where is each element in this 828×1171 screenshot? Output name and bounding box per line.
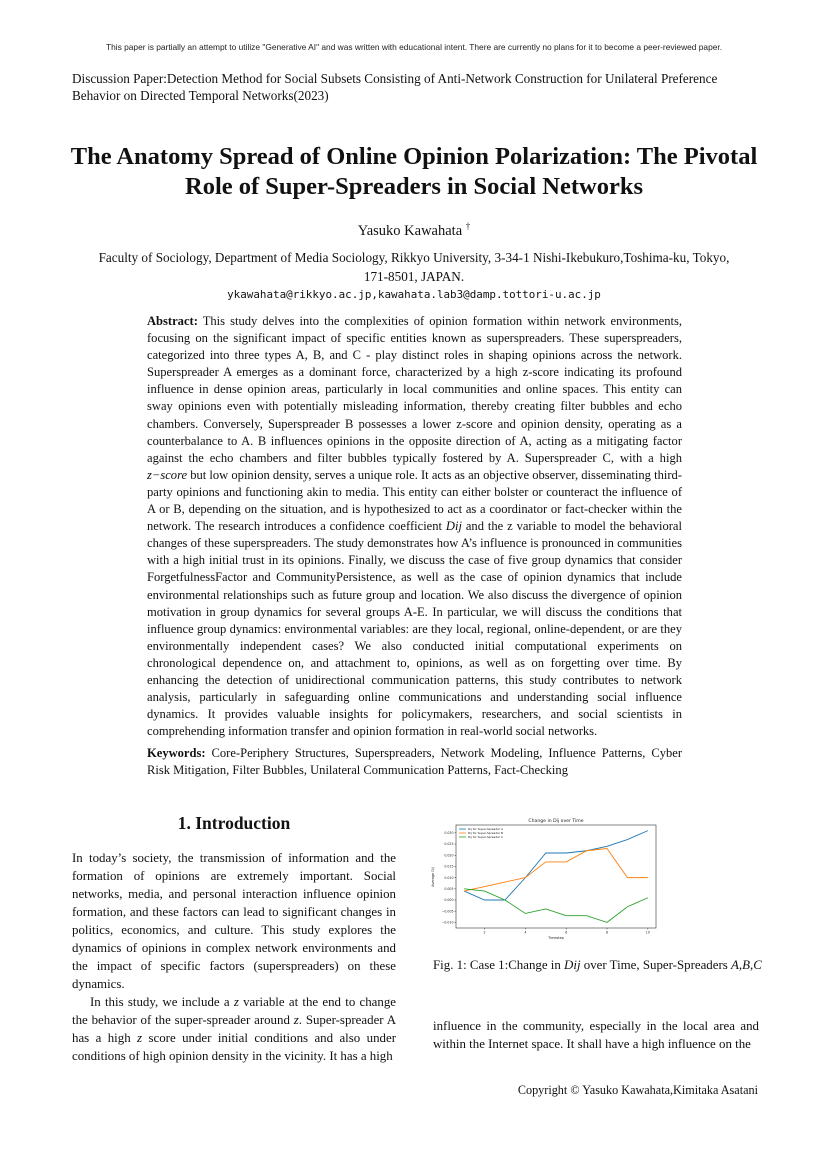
y-tick-label: 0.010: [444, 875, 454, 880]
author-line: [0, 221, 828, 240]
legend-label: Dij for Super-Spreader B: [468, 831, 504, 836]
intro-z-math-1: z: [233, 995, 239, 1009]
caption-dij-math: Dij: [564, 958, 581, 972]
introduction-body: [72, 849, 396, 1065]
disclaimer-note: This paper is partially an attempt to utilize "Generative AI" and was written with educational intent. There are currently no plans for it to become a peer-reviewed paper.: [105, 42, 723, 52]
y-tick-label: 0.005: [444, 887, 454, 892]
author-name: Yasuko Kawahata: [357, 222, 463, 239]
series-line-1: [464, 831, 648, 900]
right-column-text: influence in the community, especially in the local area and within the Internet space. It shall have a high influence on the: [433, 1019, 759, 1051]
caption-abc-math: A,B,C: [731, 958, 762, 972]
paper-title: The Anatomy Spread of Online Opinion Polarization: The Pivotal Role of Super-Spreaders in Social Networks: [70, 143, 758, 200]
chart-title: Change in Dij over Time: [528, 819, 584, 824]
abstract-text-part1: This study delves into the complexities of opinion formation within network environments, focusing on the significant impact of specific entities known as superspreaders. These superspreaders, categorized into three types A, B, and C - play distinct roles in shaping opinions across the network. Superspreader A emerges as a dominant force, characterized by a high z-score indicating its profound influence in dense opinion areas, particularly in local communities and online spaces. This entity can sway opinions even with potentially misleading information, thereby creating filter bubbles and echo chambers. Conversely, Superspreader B possesses a lower z-score and opinion density, operating as a counterbalance to A. B influences opinions in the opposite direction of A, acting as a mitigating factor against the echo chambers and filter bubbles typically fostered by A. Superspreader C, with a high: [147, 314, 682, 465]
intro-p2-text-d: score under initial conditions and also under conditions of high opinion density in the vicinity. It has a high: [72, 1031, 396, 1063]
discussion-paper-header: Discussion Paper:Detection Method for Social Subsets Consisting of Anti-Network Construction for Unilateral Preference Behavior on Directed Temporal Networks(2023): [72, 71, 718, 103]
caption-text-b: over Time, Super-Spreaders: [580, 958, 732, 972]
abstract-text-part2: but low opinion density, serves a unique role. It acts as an objective observer, disseminating third-party opinions and functioning akin to media. This entity can either bolster or counteract the influence of A or B, depending on the situation, and is hypothesized to act as a coordinator or fact-checker within the network. The research introduces a confidence coefficient: [147, 467, 682, 534]
figure-1-chart: [426, 815, 664, 945]
x-tick-label: 10: [645, 930, 650, 935]
y-axis-label: Average Dij: [431, 867, 435, 887]
y-tick-label: 0.000: [444, 898, 454, 903]
copyright-authors: Yasuko Kawahata,Kimitaka Asatani: [582, 1083, 758, 1097]
abstract-label: Abstract:: [147, 314, 198, 328]
intro-p2-text-b: variable at the end to change the behavior of the super-spreader around: [72, 995, 396, 1027]
series-line-3: [464, 889, 648, 923]
abstract-zscore-math: z−score: [147, 467, 188, 482]
series-line-2: [464, 849, 648, 892]
x-axis-label: Timestep: [548, 936, 564, 940]
y-tick-label: 0.025: [444, 842, 454, 847]
dij-line-chart: [426, 815, 664, 945]
legend-label: Dij for Super-Spreader C: [468, 835, 504, 840]
author-dagger-mark: †: [465, 221, 471, 231]
abstract-dij-math: Dij: [445, 519, 462, 534]
intro-z-math-2: z: [293, 1013, 299, 1027]
intro-z-math-3: z: [137, 1031, 143, 1045]
copyright-notice: Copyright © Yasuko Kawahata,Kimitaka Asatani: [517, 1083, 758, 1097]
intro-p2-text-c: . Super-spreader A has a high: [72, 1013, 397, 1045]
intro-paragraph-2: [72, 993, 396, 1065]
section-heading-introduction: 1. Introduction: [177, 813, 291, 833]
y-tick-label: 0.015: [444, 864, 454, 869]
y-tick-label: −0.010: [441, 920, 454, 925]
intro-p2-text-a: In this study, we include a: [90, 995, 234, 1009]
email-addresses: ykawahata@rikkyo.ac.jp,kawahata.lab3@damp.tottori-u.ac.jp: [227, 288, 601, 301]
keywords: [147, 745, 682, 779]
legend-label: Dij for Super-Spreader A: [468, 827, 504, 832]
x-tick-label: 2: [483, 930, 486, 935]
abstract-text-part3: and the z variable to model the behavioral changes of these superspreaders. The study demonstrates how A’s influence is pronounced in communities with a high initial trust in its opinions. Finally, we discuss the case of five group dynamics that consider ForgetfulnessFactor and CommunityPersistence, as well as the case of opinion dynamics that include environmental relationships such as future group and location. We also discuss the divergence of opinion motivation in group dynamics for several groups A-E. In particular, we will discuss the conditions that influence group dynamics: environmental variables: are they local, regional, online-dependent, or are they environmentally independent cases? We also conducted initial computational experiments on chronological dependence on, and attachment to, opinions, as well as on forgetting over time. By enhancing the detection of unidirectional communication patterns, this study contributes to network analysis, particularly in safeguarding online communications and understanding social influence dynamics. It provides valuable insights for policymakers, researchers, and social scientists in comprehending information transfer and opinion formation in real-world social networks.: [147, 519, 682, 739]
caption-text-a: Fig. 1: Case 1:Change in: [433, 958, 565, 972]
keywords-label: Keywords:: [147, 746, 206, 760]
y-tick-label: 0.030: [444, 831, 454, 836]
figure-1-caption: [433, 956, 763, 974]
y-tick-label: −0.005: [441, 909, 454, 914]
affiliation: Faculty of Sociology, Department of Media Sociology, Rikkyo University, 3-34-1 Nishi-Ikebukuro,Toshima-ku, Tokyo, 171-8501, JAPAN.: [98, 250, 730, 284]
x-tick-label: 6: [565, 930, 568, 935]
intro-paragraph-1: In today’s society, the transmission of information and the formation of opinions are extremely important. Social networks, media, and personal interaction influence opinion formation, and these factors can lead to significant changes in politics, economics, and culture. This study explores the dynamics of opinions in complex network environments and the impact of specific factors (superspreaders) on these dynamics.: [72, 851, 396, 991]
x-tick-label: 8: [606, 930, 609, 935]
x-tick-label: 4: [524, 930, 527, 935]
y-tick-label: 0.020: [444, 853, 454, 858]
keywords-text: Core-Periphery Structures, Superspreaders, Network Modeling, Influence Patterns, Cyber Risk Mitigation, Filter Bubbles, Unilateral Communication Patterns, Fact-Checking: [147, 746, 682, 778]
abstract: [147, 313, 682, 740]
